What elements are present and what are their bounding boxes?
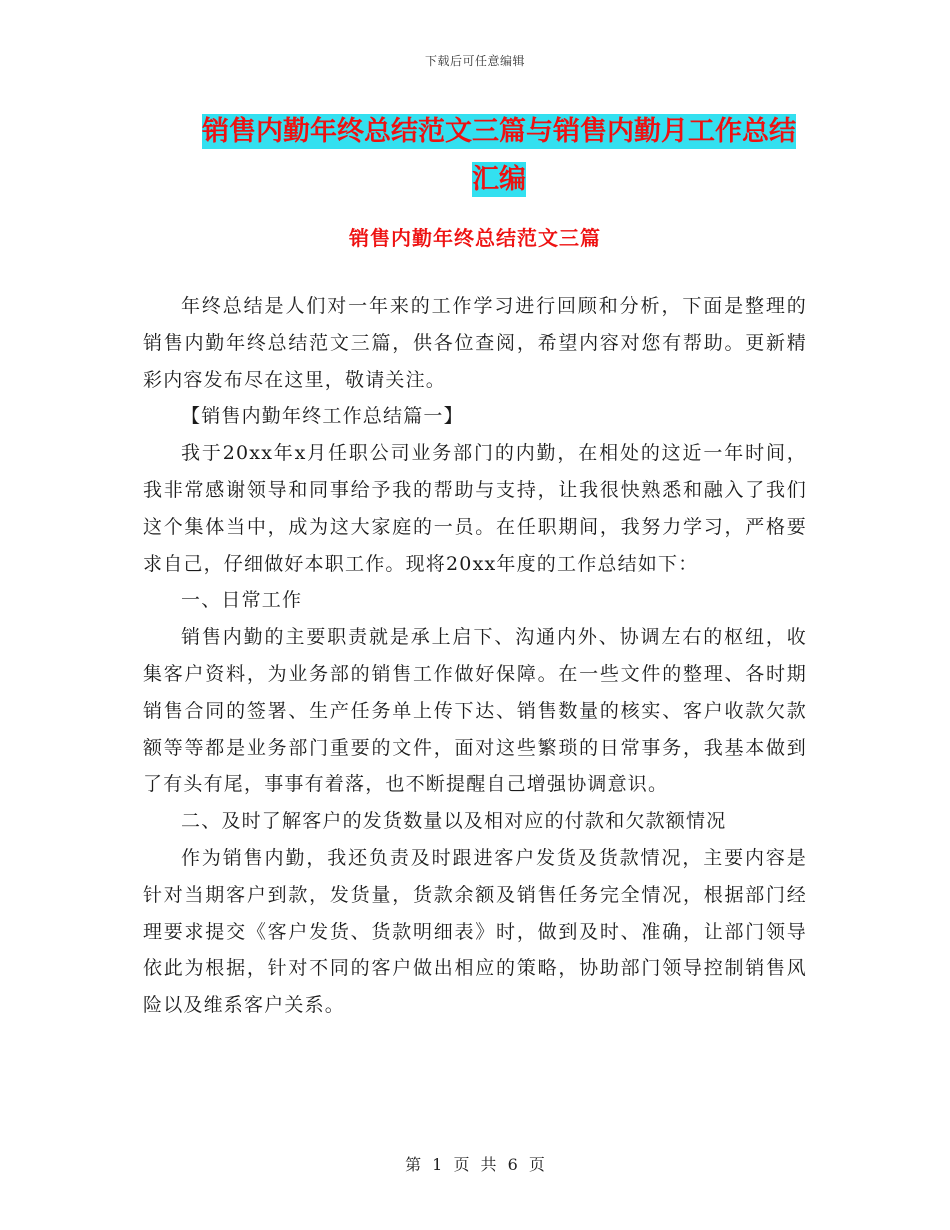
document-title [193,108,805,204]
section-heading: 一、日常工作 [181,589,303,612]
section-heading: 二、及时了解客户的发货数量以及相对应的付款和欠款额情况 [181,810,727,833]
paragraph: 年终总结是人们对一年来的工作学习进行回顾和分析，下面是整理的销售内勤年终总结范文三篇，供各位查阅，希望内容对您有帮助。更新精彩内容发布尽在这里，敬请关注。 [143,295,807,391]
section-heading: 【销售内勤年终工作总结篇一】 [181,405,464,428]
document-body [143,288,807,1024]
header-note: 下载后可任意编辑 [424,54,525,68]
document-title-text: 销售内勤年终总结范文三篇与销售内勤月工作总结汇编 [202,116,796,195]
paragraph: 我于20xx年x月任职公司业务部门的内勤，在相处的这近一年时间，我非常感谢领导和同事给予我的帮助与支持，让我很快熟悉和融入了我们这个集体当中，成为这大家庭的一员。在任职期间，我努力学习，严格要求自己，仔细做好本职工作。现将20xx年度的工作总结如下： [143,442,807,575]
section-title: 销售内勤年终总结范文三篇 [349,226,601,250]
page-footer: 第 1 页 共 6 页 [405,1155,545,1174]
paragraph: 作为销售内勤，我还负责及时跟进客户发货及货款情况，主要内容是针对当期客户到款，发货量，货款余额及销售任务完全情况，根据部门经理要求提交《客户发货、货款明细表》时，做到及时、准确，让部门领导依此为根据，针对不同的客户做出相应的策略，协助部门领导控制销售风险以及维系客户关系。 [143,846,807,1017]
paragraph: 销售内勤的主要职责就是承上启下、沟通内外、协调左右的枢纽，收集客户资料，为业务部的销售工作做好保障。在一些文件的整理、各时期销售合同的签署、生产任务单上传下达、销售数量的核实、客户收款欠款额等等都是业务部门重要的文件，面对这些繁琐的日常事务，我基本做到了有头有尾，事事有着落，也不断提醒自己增强协调意识。 [143,626,807,796]
